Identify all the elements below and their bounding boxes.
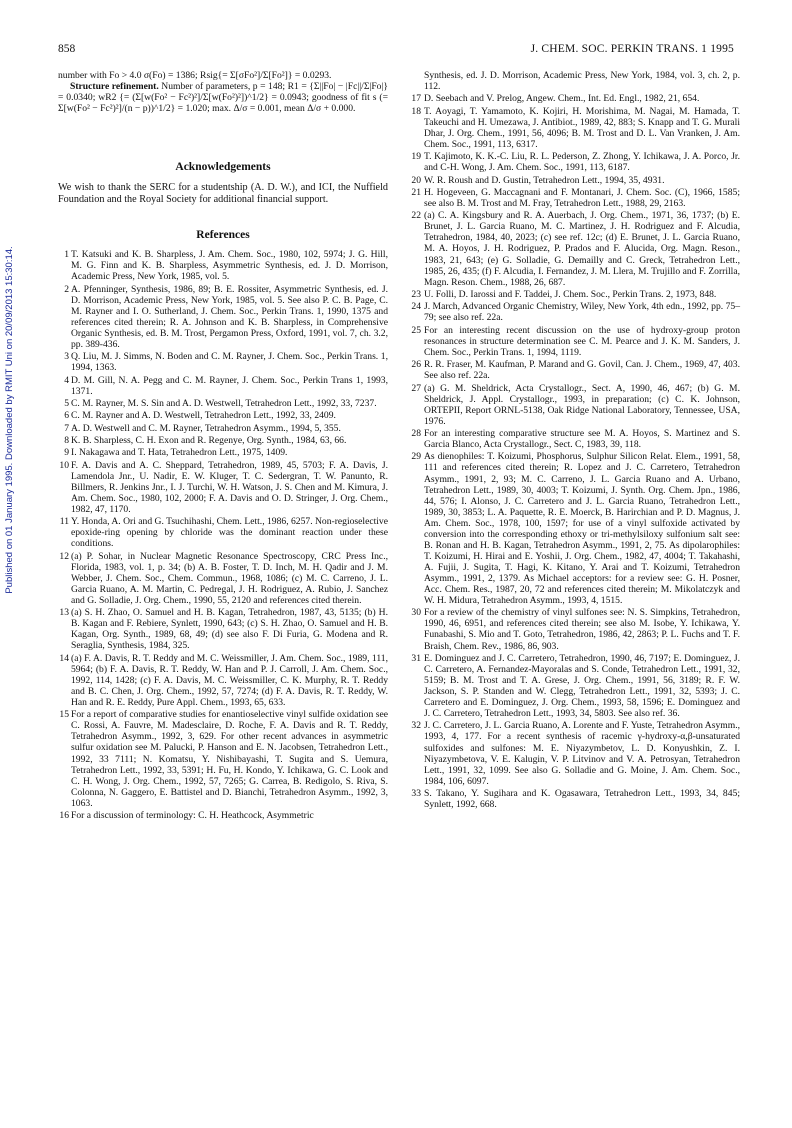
reference-number: 21 xyxy=(411,186,421,198)
download-watermark-text: Published on 01 January 1995. Downloaded by RMIT Uni on 20/09/2013 15:30:14. xyxy=(4,246,15,594)
reference-item xyxy=(58,435,388,446)
reference-text: D. M. Gill, N. A. Pegg and C. M. Rayner, J. Chem. Soc., Perkin Trans 1, 1993, 1371. xyxy=(71,374,388,397)
reference-text: J. March, Advanced Organic Chemistry, Wiley, New York, 4th edn., 1992, pp. 75–79; see also ref. 22a. xyxy=(424,301,740,324)
reference-item xyxy=(410,106,740,150)
reference-number: 2 xyxy=(64,283,69,295)
reference-number: 18 xyxy=(411,105,421,117)
reference-item xyxy=(58,284,388,350)
reference-item xyxy=(58,607,388,651)
reference-text: (a) S. H. Zhao, O. Samuel and H. B. Kagan, Tetrahedron, 1987, 43, 5135; (b) H. B. Kagan and F. Rebiere, Synlett, 1990, 643; (c) S. H. Zhao, O. Samuel and H. B. Kagan, Org. Synth., 1989, 68, 49; (d) see also F. Di Furia, G. Modena and R. Seraglia, Synthesis, 1984, 325. xyxy=(71,607,388,652)
refinement-label: Structure refinement. xyxy=(70,81,159,93)
reference-number: 11 xyxy=(59,516,69,528)
reference-item xyxy=(410,210,740,287)
reference-item xyxy=(58,423,388,434)
reference-number: 20 xyxy=(411,174,421,186)
reference-item xyxy=(410,70,740,92)
reference-text: F. A. Davis and A. C. Sheppard, Tetrahedron, 1989, 45, 5703; F. A. Davis, J. Lamendola Jnr., U. Nadir, E. W. Kluger, T. C. Sedergran, T. W. Panunto, R. Billmers, R. Jenkins Jnr., I. J. Turchi, W. H. Watson, J. S. Chen and M. Kimura, J. Am. Chem. Soc., 1980, 102, 2000; F. A. Davis and O. D. Stringer, J. Org. Chem., 1982, 47, 1170. xyxy=(71,459,388,515)
reference-text: W. R. Roush and D. Gustin, Tetrahedron Lett., 1994, 35, 4931. xyxy=(424,174,665,186)
reference-item xyxy=(410,289,740,300)
reference-number: 23 xyxy=(411,288,421,300)
reference-number: 29 xyxy=(411,451,421,463)
reference-number: 13 xyxy=(59,607,69,619)
reference-number: 15 xyxy=(59,709,69,721)
acknowledgements-heading: Acknowledgements xyxy=(175,161,271,174)
reference-item xyxy=(410,720,740,786)
intro-paragraph: number with Fo > 4.0 σ(Fo) = 1386; Rsig{= Σ[σFo²]/Σ[Fo²]} = 0.0293. xyxy=(58,70,332,81)
left-column xyxy=(58,70,388,822)
reference-number: 5 xyxy=(64,398,69,410)
reference-number: 25 xyxy=(411,324,421,336)
reference-text: (a) P. Sohar, in Nuclear Magnetic Resonance Spectroscopy, CRC Press Inc., Florida, 1983, vol. 1, p. 34; (b) A. B. Foster, T. D. Inch, M. H. Qadir and J. M. Webber, J. Chem. Soc., Chem. Commun., 1968, 1086; (c) M. C. Carreno, J. L. Garcia Ruano, A. M. Martin, C. Pedregal, J. H. Rodriguez, A. Rubio, J. Sanchez and G. Solladie, J. Org. Chem., 1990, 55, 2120 and references cited therein. xyxy=(71,550,388,606)
running-header xyxy=(58,43,734,59)
reference-text: (a) C. A. Kingsbury and R. A. Auerbach, J. Org. Chem., 1971, 36, 1737; (b) E. Brunet, J. L. Garcia Ruano, M. C. Martinez, J. H. Rodriguez and F. Alcudia, Tetrahedron, 1984, 40, 2023; (c) see ref. 12c; (d) E. Brunet, J. L. Garcia Ruano, M. A. Hoyos, J. H. Rodriguez, P. Prados and F. Alucida, Org. Magn. Reson., 1983, 21, 643; (e) G. Solladie, G. Demailly and C. Greck, Tetrahedron Lett., 1985, 26, 435; (f) F. Alcudia, I. Fernandez, J. M. Llera, M. Trujillo and F. Zorrilla, Magn. Reson. Chem., 1988, 26, 687. xyxy=(424,210,740,288)
reference-number: 1 xyxy=(64,249,69,261)
reference-number: 24 xyxy=(411,301,421,313)
reference-item xyxy=(58,410,388,421)
reference-text: D. Seebach and V. Prelog, Angew. Chem., Int. Ed. Engl., 1982, 21, 654. xyxy=(424,93,700,105)
reference-number: 4 xyxy=(64,374,69,386)
reference-number: 3 xyxy=(64,351,69,363)
reference-number: 33 xyxy=(411,788,421,799)
reference-text: T. Aoyagi, T. Yamamoto, K. Kojiri, H. Morishima, M. Nagai, M. Hamada, T. Takeuchi and H. Umezawa, J. Antibiot., 1989, 42, 883; S. Knapp and T. G. Murali Dhar, J. Org. Chem., 1991, 56, 4096; B. M. Trost and D. L. Van Vranken, J. Am. Chem. Soc., 1991, 113, 6317. xyxy=(424,105,740,150)
reference-item xyxy=(410,325,740,358)
reference-text: A. D. Westwell and C. M. Rayner, Tetrahedron Asymm., 1994, 5, 355. xyxy=(71,422,341,434)
acknowledgements-text: We wish to thank the SERC for a studentship (A. D. W.), and ICI, the Nuffield Foundation and the Royal Society for additional financial support. xyxy=(58,182,388,206)
page-number: 858 xyxy=(58,43,76,55)
reference-text: C. M. Rayner and A. D. Westwell, Tetrahedron Lett., 1992, 33, 2409. xyxy=(71,410,336,422)
reference-text: For an interesting recent discussion on the use of hydroxy-group proton resonances in structure determination see C. M. Pearce and J. K. M. Sanders, J. Chem. Soc., Perkin Trans. 1, 1994, 1119. xyxy=(424,324,740,358)
reference-item xyxy=(58,709,388,808)
reference-item xyxy=(410,451,740,606)
reference-number: 26 xyxy=(411,359,421,371)
reference-number: 14 xyxy=(59,652,69,664)
reference-item xyxy=(410,93,740,104)
reference-item xyxy=(410,428,740,450)
right-column xyxy=(410,70,740,811)
reference-item xyxy=(410,187,740,209)
reference-text: K. B. Sharpless, C. H. Exon and R. Regenye, Org. Synth., 1984, 63, 66. xyxy=(71,435,347,447)
reference-text: Q. Liu, M. J. Simms, N. Boden and C. M. Rayner, J. Chem. Soc., Perkin Trans. 1, 1994, 1363. xyxy=(71,351,388,374)
reference-item xyxy=(410,301,740,323)
reference-text: For a report of comparative studies for enantioselective vinyl sulfide oxidation see C. Rossi, A. Fauvre, M. Madesclaire, D. Roche, F. A. Davis and R. T. Reddy, Tetrahedron Asymm., 1992, 3, 629. For other recent advances in asymmetric sulfur oxidation see M. Palucki, P. Hanson and E. N. Jacobsen, Tetrahedron Lett., 1992, 33 7111; N. Komatsu, Y. Nishibayashi, T. Sugita and S. Uemura, Tetrahedron Lett., 1992, 33, 5391; H. Fu, H. Kondo, Y. Ichikawa, G. C. Look and C. H. Wong, J. Org. Chem., 1992, 57, 7265; G. Carrea, B. Redigolo, S. Riva, S. Colonna, N. Gaggero, E. Battistel and D. Bianchi, Tetrahedron Asymm., 1992, 3, 1063. xyxy=(71,709,388,809)
reference-item xyxy=(58,516,388,549)
reference-number: 22 xyxy=(411,210,421,222)
reference-item xyxy=(410,607,740,651)
reference-text: T. Katsuki and K. B. Sharpless, J. Am. Chem. Soc., 1980, 102, 5974; J. G. Hill, M. G. Finn and K. B. Sharpless, Asymmetric Synthesis, ed. J. D. Morrison, Academic Press, New York, 1985, vol. 5. xyxy=(71,249,388,283)
reference-number: 6 xyxy=(64,410,69,422)
reference-item xyxy=(410,151,740,173)
reference-number: 16 xyxy=(59,810,69,822)
reference-text: For a discussion of terminology: C. H. Heathcock, Asymmetric xyxy=(71,810,314,822)
reference-text: J. C. Carretero, J. L. Garcia Ruano, A. Lorente and F. Yuste, Tetrahedron Asymm., 1993, 4, 177. For a recent synthesis of racemic γ-hydroxy-α,β-unsaturated sulfoxides and sulfones: M. E. Niyazymbetov, L. D. Konyushkin, Z. I. Niyazymbetova, V. E. Kalugin, V. P. Litvinov and V. A. Petrosyan, Tetrahedron Lett., 1991, 32, 1099. See also G. Solladie and G. Moine, J. Am. Chem. Soc., 1984, 106, 6097. xyxy=(424,720,740,787)
refinement-paragraph xyxy=(58,81,388,114)
reference-number: 7 xyxy=(64,422,69,434)
reference-item xyxy=(58,249,388,282)
references-heading: References xyxy=(196,229,250,242)
reference-item xyxy=(58,810,388,821)
reference-text: A. Pfenninger, Synthesis, 1986, 89; B. E. Rossiter, Asymmetric Synthesis, ed. J. D. Morrison, Academic Press, New York, 1985, vol. 5. See also P. C. B. Page, C. M. Rayner and I. O. Sutherland, J. Chem. Soc., Perkin Trans. 1, 1990, 1375 and references cited therein; R. A. Johnson and K. B. Sharpless, in Comprehensive Organic Synthesis, ed. B. M. Trost, Pergamon Press, Oxford, 1991, vol. 7, ch. 3.2, pp. 389-436. xyxy=(71,283,388,350)
reference-item xyxy=(58,351,388,373)
refinement-text: Number of parameters, p = 148; R1 = {Σ||Fo| − |Fc||/Σ|Fo|} = 0.0340; wR2 {= (Σ[w(Fo² − Fc²)²]/Σ[w(Fo²)²])^1/2} = 0.0943; goodness of fit s (= Σ[w(Fo² − Fc²)²]/(n − p))^1/2} = 1.020; max. Δ/σ = 0.001, mean Δ/σ + 0.000. xyxy=(58,81,388,115)
reference-number: 32 xyxy=(411,720,421,732)
reference-text: U. Folli, D. Iarossi and F. Taddei, J. Chem. Soc., Perkin Trans. 2, 1973, 848. xyxy=(424,288,717,300)
reference-text: H. Hogeveen, G. Maccagnani and F. Montanari, J. Chem. Soc. (C), 1966, 1585; see also B. M. Trost and M. Fray, Tetrahedron Lett., 1988, 29, 2163. xyxy=(424,186,740,209)
reference-text: Y. Honda, A. Ori and G. Tsuchihashi, Chem. Lett., 1986, 6257. Non-regioselective epoxide-ring opening by chloride was the dominant reaction under these conditions. xyxy=(71,516,388,550)
reference-number: 12 xyxy=(59,550,69,562)
reference-number: 17 xyxy=(411,93,421,105)
reference-text: I. Nakagawa and T. Hata, Tetrahedron Lett., 1975, 1409. xyxy=(71,447,288,459)
reference-text: For an interesting comparative structure see M. A. Hoyos, S. Martinez and S. Garcia Blanco, Acta Crystallogr., Sect. C, 1983, 39, 118. xyxy=(424,428,740,451)
reference-number: 8 xyxy=(64,435,69,447)
download-watermark xyxy=(4,140,18,700)
reference-text: S. Takano, Y. Sugihara and K. Ogasawara, Tetrahedron Lett., 1993, 34, 845; Synlett, 1992, 668. xyxy=(424,788,740,811)
reference-text: R. R. Fraser, M. Kaufman, P. Marand and G. Govil, Can. J. Chem., 1969, 47, 403. See also ref. 22a. xyxy=(424,359,740,382)
reference-item xyxy=(58,398,388,409)
references-list-left xyxy=(58,249,388,821)
reference-text: (a) G. M. Sheldrick, Acta Crystallogr., Sect. A, 1990, 46, 467; (b) G. M. Sheldrick, J. Appl. Crystallogr., 1993, in preparation; (c) C. K. Johnson, ORTEPII, Report ORNL-5138, Oak Ridge National Laboratory, Tennessee, USA, 1976. xyxy=(424,382,740,427)
reference-item xyxy=(58,447,388,458)
reference-text: T. Kajimoto, K. K.-C. Liu, R. L. Pederson, Z. Zhong, Y. Ichikawa, J. A. Porco, Jr. and C-H. Wong, J. Am. Chem. Soc., 1991, 113, 6187. xyxy=(424,151,740,174)
reference-number: 30 xyxy=(411,607,421,619)
reference-number: 9 xyxy=(64,447,69,459)
reference-item xyxy=(58,551,388,606)
reference-number: 27 xyxy=(411,382,421,394)
reference-item xyxy=(410,383,740,427)
reference-item xyxy=(410,175,740,186)
reference-number: 28 xyxy=(411,428,421,440)
reference-item xyxy=(58,653,388,708)
journal-title: J. CHEM. SOC. PERKIN TRANS. 1 1995 xyxy=(530,43,734,55)
reference-number: 31 xyxy=(411,652,421,664)
reference-text: For a review of the chemistry of vinyl sulfones see: N. S. Simpkins, Tetrahedron, 1990, 46, 6951, and references cited therein; see also M. Isobe, Y. Ichikawa, Y. Funabashi, S. Mio and T. Goto, Tetrahedron, 1986, 42, 2863; P. L. Fuchs and T. F. Braish, Chem. Rev., 1986, 86, 903. xyxy=(424,607,740,652)
reference-text: (a) F. A. Davis, R. T. Reddy and M. C. Weissmiller, J. Am. Chem. Soc., 1989, 111, 5964; (b) F. A. Davis, R. T. Reddy, W. Han and P. J. Carroll, J. Am. Chem. Soc., 1992, 114, 1428; (c) F. A. Davis, M. C. Weissmiller, C. K. Murphy, R. T. Reddy and B. C. Chen, J. Org. Chem., 1992, 57, 7274; (d) F. A. Davis, R. T. Reddy, W. Han and R. E. Reddy, Pure Appl. Chem., 1993, 65, 633. xyxy=(71,652,388,708)
reference-text: Synthesis, ed. J. D. Morrison, Academic Press, New York, 1984, vol. 3, ch. 2, p. 112. xyxy=(424,70,740,93)
reference-item xyxy=(58,460,388,515)
reference-item xyxy=(58,375,388,397)
reference-item xyxy=(410,359,740,381)
references-list-right xyxy=(410,70,740,810)
reference-item xyxy=(410,788,740,810)
reference-text: As dienophiles: T. Koizumi, Phosphorus, Sulphur Silicon Relat. Elem., 1991, 58, 111 and references cited therein; R. Lopez and J. C. Carretero, Tetrahedron Asymm., 1991, 2, 93; M. C. Carreno, J. L. Garcia Ruano and A. Urbano, Tetrahedron Lett., 1989, 30, 4003; T. Koizumi, J. Synth. Org. Chem. Jpn., 1986, 44, 576; I. Alonso, J. C. Carretero and J. L. Garcia Ruano, Tetrahedron Lett., 1989, 30, 3853; L. A. Paquette, R. E. Moerck, B. Harirchian and P. D. Magnus, J. Am. Chem. Soc., 1978, 100, 1597; for use of a vinyl sulfoxide activated by conversion into the corresponding ethoxy or tri-methylsiloxy sulfonium salt see: B. Ronan and H. B. Kagan, Tetrahedron Asymm., 1991, 2, 75. As dipolarophiles: T. Koizumi, H. Hirai and E. Yoshii, J. Org. Chem., 1982, 47, 4004; T. Takahashi, A. Fujii, J. Sugita, T. Hagi, K. Kitano, Y. Arai and T. Koizumi, Tetrahedron Asymm., 1991, 2, 1379. As Michael acceptors: for a review see: G. H. Posner, Acc. Chem. Res., 1987, 20, 72 and references cited therein; M. Mikolatczyk and W. H. Midura, Tetrahedron Asymm., 1993, 4, 1515. xyxy=(424,451,740,607)
reference-item xyxy=(410,653,740,719)
reference-text: E. Dominguez and J. C. Carretero, Tetrahedron, 1990, 46, 7197; E. Dominguez, J. C. Carretero, A. Fernandez-Mayoralas and S. Conde, Tetrahedron Lett., 1991, 32, 5159; B. M. Trost and T. A. Grese, J. Org. Chem., 1991, 56, 3189; R. F. W. Jackson, S. P. Standen and W. Clegg, Tetrahedron Lett., 1991, 32, 5393; J. C. Carretero and E. Dominguez, J. Org. Chem., 1993, 58, 1596; E. Dominguez and J. C. Carretero, Tetrahedron Lett., 1993, 34, 5803. See also ref. 36. xyxy=(424,652,740,720)
reference-text: C. M. Rayner, M. S. Sin and A. D. Westwell, Tetrahedron Lett., 1992, 33, 7237. xyxy=(71,398,377,410)
reference-number: 10 xyxy=(59,459,69,471)
reference-number: 19 xyxy=(411,151,421,163)
